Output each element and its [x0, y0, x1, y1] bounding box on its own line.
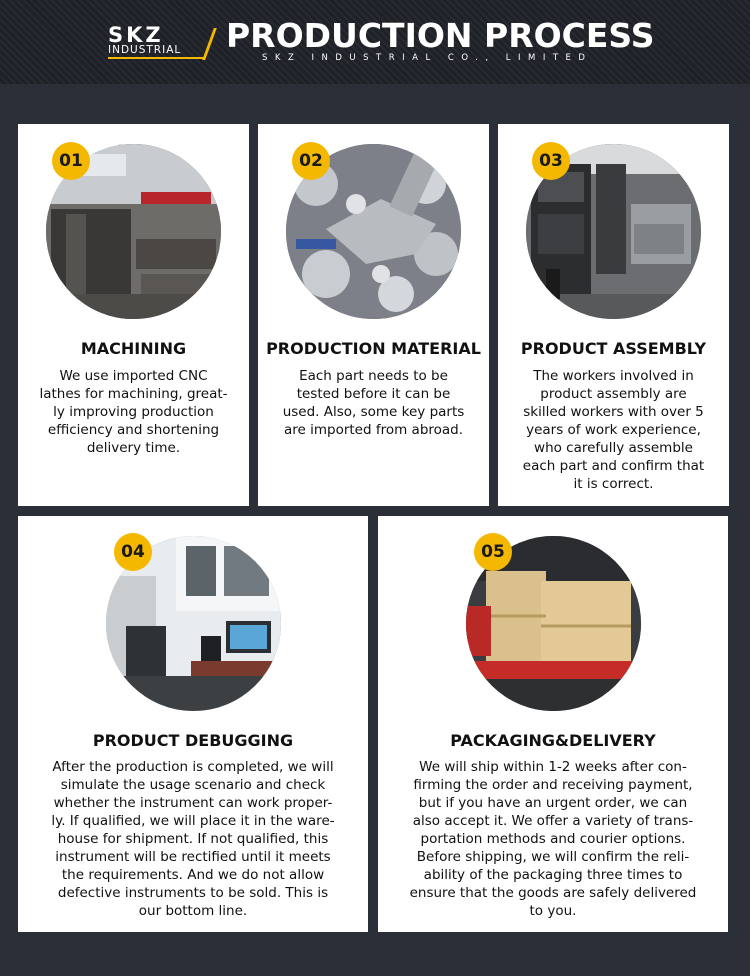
- description-line: ability of the packaging three times to: [423, 867, 683, 883]
- step-card-machining: [18, 124, 249, 506]
- description-line: it is correct.: [573, 476, 654, 492]
- page-title: PRODUCTION PROCESS: [226, 16, 655, 55]
- step-number-badge: 02: [292, 142, 330, 180]
- company-logo: [108, 24, 214, 64]
- step-title: PRODUCT ASSEMBLY: [520, 339, 707, 358]
- description-line: used. Also, some key parts: [282, 404, 465, 420]
- description-line: After the production is completed, we will: [52, 759, 334, 775]
- step-description: [502, 367, 725, 493]
- description-line: the requirements. And we do not allow: [61, 867, 325, 883]
- step-card-production-material: [258, 124, 489, 506]
- description-line: tested before it can be: [296, 386, 451, 402]
- description-line: each part and confirm that: [522, 458, 705, 474]
- description-line: also accept it. We offer a variety of trans-: [412, 813, 694, 829]
- description-line: Each part needs to be: [299, 368, 448, 384]
- header-banner: [0, 0, 750, 84]
- description-line: instrument will be rectified until it meets: [55, 849, 331, 865]
- step-number-badge: 05: [474, 533, 512, 571]
- description-line: but if you have an urgent order, we can: [418, 795, 688, 811]
- description-line: product assembly are: [540, 386, 687, 402]
- description-line: house for shipment. If not qualified, this: [57, 831, 329, 847]
- step-card-product-debugging: [18, 516, 368, 932]
- step-number-badge: 03: [532, 142, 570, 180]
- step-card-packaging-delivery: [378, 516, 728, 932]
- description-line: firming the order and receiving payment,: [413, 777, 693, 793]
- description-line: efficiency and shortening: [47, 422, 220, 438]
- description-line: The workers involved in: [533, 368, 694, 384]
- step-description: [22, 758, 364, 920]
- description-line: portation methods and courier options.: [420, 831, 686, 847]
- logo-slash-mark: [202, 28, 217, 60]
- description-line: We will ship within 1-2 weeks after con-: [419, 759, 687, 775]
- description-line: Before shipping, we will confirm the reli-: [416, 849, 690, 865]
- step-title: PRODUCTION MATERIAL: [266, 339, 481, 358]
- step-description: [22, 367, 245, 457]
- step-title: MACHINING: [80, 339, 187, 358]
- step-title: PACKAGING&DELIVERY: [450, 731, 656, 750]
- description-line: simulate the usage scenario and check: [60, 777, 326, 793]
- description-line: whether the instrument can work proper-: [53, 795, 333, 811]
- step-description: [262, 367, 485, 439]
- description-line: skilled workers with over 5: [523, 404, 704, 420]
- description-line: years of work experience,: [526, 422, 701, 438]
- description-line: to you.: [529, 903, 577, 919]
- description-line: ly. If qualified, we will place it in the ware-: [51, 813, 335, 829]
- step-card-product-assembly: [498, 124, 729, 506]
- description-line: delivery time.: [86, 440, 181, 456]
- description-line: ensure that the goods are safely delivered: [409, 885, 697, 901]
- description-line: lathes for machining, great-: [39, 386, 228, 402]
- step-number-badge: 01: [52, 142, 90, 180]
- logo-underline: [108, 57, 204, 59]
- description-line: who carefully assemble: [534, 440, 693, 456]
- description-line: ly improving production: [53, 404, 214, 420]
- page-subtitle: SKZ INDUSTRIAL CO., LIMITED: [262, 53, 593, 63]
- logo-subword: INDUSTRIAL: [108, 44, 182, 56]
- description-line: are imported from abroad.: [283, 422, 464, 438]
- step-title: PRODUCT DEBUGGING: [92, 731, 294, 750]
- description-line: We use imported CNC: [59, 368, 208, 384]
- description-line: defective instruments to be sold. This is: [57, 885, 329, 901]
- logo-wordmark: SKZ: [108, 23, 164, 47]
- description-line: our bottom line.: [138, 903, 248, 919]
- step-description: [382, 758, 724, 920]
- step-number-badge: 04: [114, 533, 152, 571]
